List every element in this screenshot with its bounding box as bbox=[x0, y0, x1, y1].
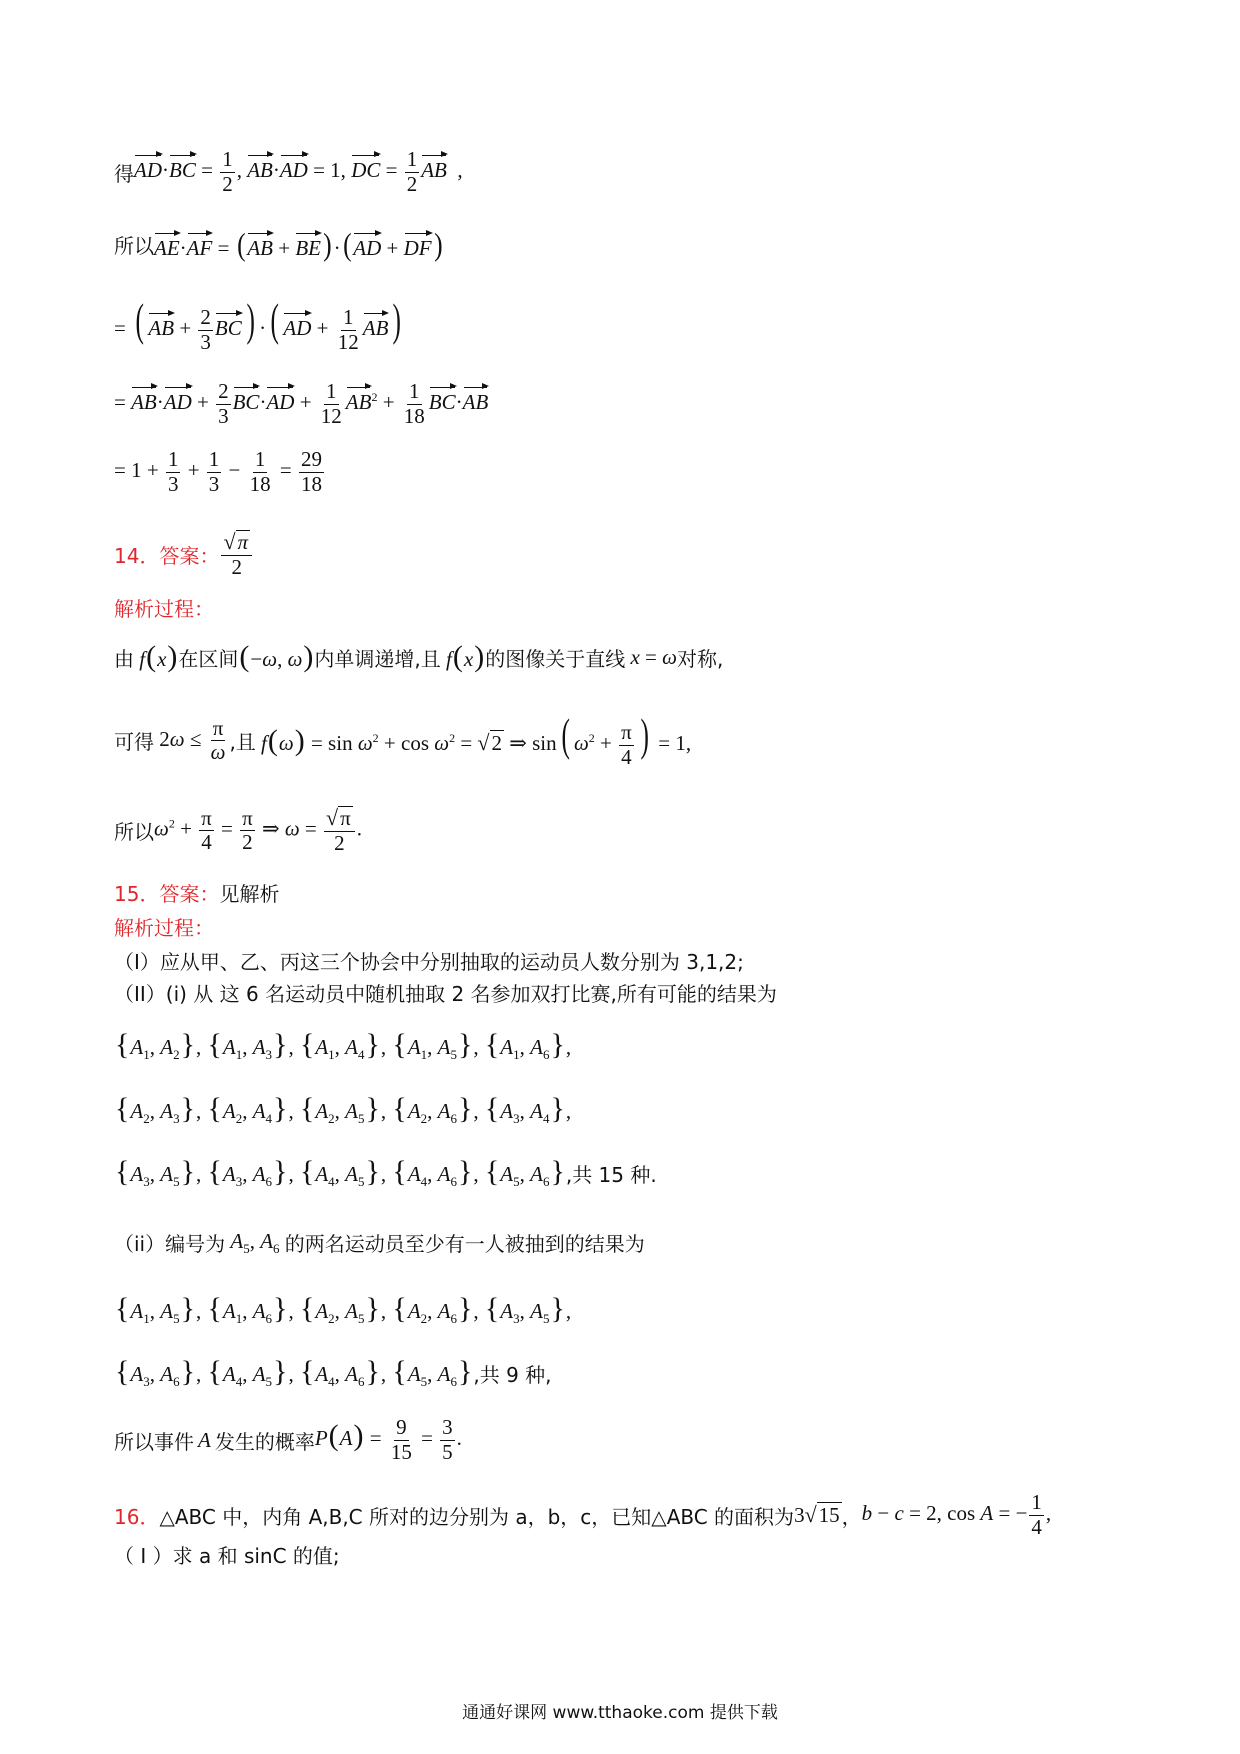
q15-part-2 bbox=[114, 978, 777, 1007]
q15-label: 15．答案： bbox=[114, 882, 220, 906]
q15-prob-text-a: 所以事件 bbox=[114, 1429, 194, 1454]
line-given bbox=[114, 148, 463, 196]
q15-probability bbox=[114, 1416, 462, 1464]
q14-l1-line: x = ω bbox=[630, 644, 677, 669]
q16-conditions: b − c = 2, cos A = − $\frac{1}{4}$ , bbox=[861, 1490, 1052, 1539]
q14-l2-text-b: ,且 bbox=[229, 730, 256, 755]
line-result bbox=[114, 448, 326, 496]
q16-text-a: △ABC 中，内角 A,B,C 所对的边分别为 a，b，c，已知△ABC 的面积为 bbox=[159, 1504, 795, 1529]
q15-answer bbox=[114, 878, 279, 907]
q15-process-label: 解析过程： bbox=[114, 916, 214, 940]
q14-l2-formula: $f(\omega) = \sin \omega^2 + \cos \omega^2$ = √ 2 ⇒ sin( $\omega^2$ + $\frac{\pi}{4}$ ) = 1, bbox=[261, 709, 692, 769]
q15-prob-event: A bbox=[198, 1427, 211, 1452]
q16-label: 16． bbox=[114, 1504, 160, 1529]
q14-line-2 bbox=[114, 709, 692, 769]
formula-expand-1: = ( AB + $\frac{2}{3}$ BC) ·( AD + $\frac{1}{12}$ AB) bbox=[114, 294, 402, 354]
q14-l1-text-e: 对称, bbox=[676, 646, 724, 671]
q15-answer-text: 见解析 bbox=[219, 882, 280, 906]
q15-sets-row-2-formula: {$A_2$, $A_3$}, {$A_2$, $A_4$}, {$A_2$, $A_5$}, {$A_2$, $A_6$}, {$A_3$, $A_4$}, bbox=[115, 1092, 572, 1126]
q14-l1-text-d: 的图像关于直线 bbox=[485, 646, 626, 671]
line-therefore bbox=[114, 228, 444, 261]
text-suoyi: 所以 bbox=[114, 234, 154, 258]
q14-l1-text-a: 由 bbox=[114, 646, 134, 671]
line-expand-1 bbox=[114, 294, 406, 354]
q16-text-b: ， bbox=[841, 1504, 862, 1529]
q15-part-1 bbox=[114, 946, 744, 975]
formula-given: AD·BC = $\frac{1}{2}$ , AB·AD = 1, DC = $\frac{1}{2}$ AB , bbox=[134, 147, 463, 196]
q14-l1-interval: (−ω, ω) bbox=[239, 640, 314, 673]
q16-sub-1 bbox=[114, 1540, 340, 1569]
q15-sets-row-5 bbox=[114, 1357, 552, 1390]
q15-sets-row-3-formula: {$A_3$, $A_5$}, {$A_3$, $A_6$}, {$A_4$, $A_5$}, {$A_4$, $A_6$}, {$A_5$, $A_6$} bbox=[115, 1155, 565, 1189]
q14-label: 14．答案： bbox=[114, 544, 220, 569]
q15-sets-row-5-formula: {$A_3$, $A_6$}, {$A_4$, $A_5$}, {$A_4$, $A_6$}, {$A_5$, $A_6$} bbox=[115, 1355, 473, 1389]
q15-sets-row-1 bbox=[114, 1030, 571, 1063]
formula-expand-2: = AB·AD + $\frac{2}{3}$ BC·AD + $\frac{1}{12}$ $AB^2$ + $\frac{1}{18}$ BC·AB bbox=[114, 379, 489, 428]
text-de: 得 bbox=[114, 161, 134, 186]
q15-sets-row-3 bbox=[114, 1157, 657, 1190]
q14-process-label: 解析过程： bbox=[114, 597, 214, 621]
q15-sets-row-2 bbox=[114, 1094, 571, 1127]
q14-l1-fx: f(x) bbox=[134, 640, 178, 673]
q15-process-heading bbox=[114, 912, 214, 941]
q15-total-9: ,共 9 种, bbox=[473, 1363, 552, 1387]
q14-l3-text-a: 所以 bbox=[114, 820, 154, 845]
q15-part-ii bbox=[114, 1228, 645, 1257]
q15-sets-row-1-formula: {$A_1$, $A_2$}, {$A_1$, $A_3$}, {$A_1$, $A_4$}, {$A_1$, $A_5$}, {$A_1$, $A_6$}, bbox=[115, 1028, 572, 1062]
q16-sub-1-text: （ I ）求 a 和 sinC 的值; bbox=[114, 1544, 340, 1568]
q14-l2-text-a: 可得 bbox=[114, 730, 154, 755]
q16-statement bbox=[114, 1491, 1051, 1539]
q15-ii-text-b: 的两名运动员至少有一人被抽到的结果为 bbox=[284, 1232, 645, 1256]
q14-process-heading bbox=[114, 593, 214, 622]
q15-ii-ids: $A_5$, $A_6$ bbox=[230, 1228, 280, 1256]
q15-prob-text-c: 发生的概率 bbox=[214, 1429, 315, 1454]
q15-total-15: ,共 15 种. bbox=[565, 1163, 657, 1187]
q14-line-3 bbox=[114, 806, 362, 855]
q14-answer bbox=[114, 530, 254, 579]
q14-l1-text-b: 在区间 bbox=[178, 646, 239, 671]
q15-sets-row-4 bbox=[114, 1294, 571, 1327]
q15-part-2-text: （II）(i) 从 这 6 名运动员中随机抽取 2 名参加双打比赛,所有可能的结果为 bbox=[114, 982, 777, 1006]
q15-prob-formula: P(A) = $\frac{9}{15}$ = $\frac{3}{5}$ . bbox=[314, 1415, 462, 1464]
q16-area: 3 √ 15 bbox=[794, 1502, 840, 1528]
line-expand-2 bbox=[114, 380, 488, 428]
page-footer: 通通好课网 www.tthaoke.com 提供下载 bbox=[462, 1703, 778, 1723]
q15-part-1-text: （I）应从甲、乙、丙这三个协会中分别抽取的运动员人数分别为 3,1,2; bbox=[114, 950, 744, 974]
q14-l1-text-c: 内单调递增,且 bbox=[314, 646, 441, 671]
q14-line-1 bbox=[114, 642, 723, 672]
q14-l3-formula: $\omega^2$ + $\frac{\pi}{4}$ = $\frac{\pi}{2}$ ⇒ ω = √ π 2 . bbox=[154, 805, 362, 855]
q14-l1-fx-2: f(x) bbox=[440, 640, 485, 673]
formula-ae-af: AE·AF = (AB + BE)·(AD + DF) bbox=[154, 226, 443, 262]
formula-result: = 1 + $\frac{1}{3}$ + $\frac{1}{3}$ − $\frac{1}{18}$ = $\frac{29}{18}$ bbox=[114, 447, 322, 496]
q15-sets-row-4-formula: {$A_1$, $A_5$}, {$A_1$, $A_6$}, {$A_2$, $A_5$}, {$A_2$, $A_6$}, {$A_3$, $A_5$}, bbox=[115, 1292, 572, 1326]
q15-ii-text-a: （ii）编号为 bbox=[114, 1232, 226, 1256]
q14-answer-formula: √ π 2 bbox=[219, 530, 254, 579]
q14-l2-ineq: 2ω ≤ $\frac{\pi}{\omega}$ bbox=[154, 715, 226, 765]
